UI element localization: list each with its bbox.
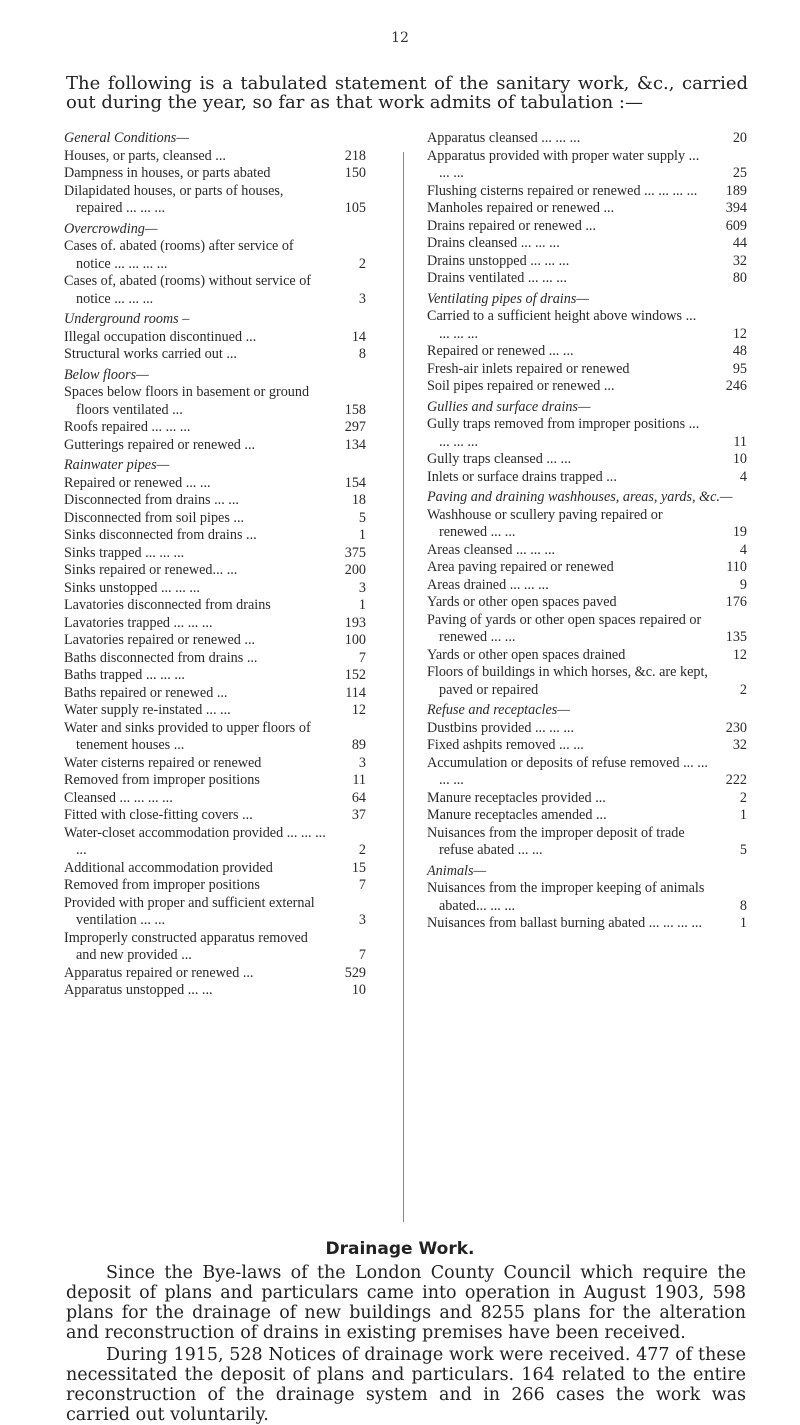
row-label: Lavatories repaired or renewed ... [64,632,256,648]
table-row [64,492,366,510]
row-value: 15 [351,859,366,876]
row-value: 12 [732,325,747,342]
table-row [427,577,747,595]
row-label: Sinks repaired or renewed... ... [64,562,238,578]
table-row [427,451,747,469]
left-column [64,130,366,1000]
table-row [64,772,366,790]
row-value: 7 [358,947,366,963]
row-value: 3 [358,290,366,307]
row-value: 25 [732,165,747,181]
drainage-paragraph: During 1915, 528 Notices of drainage work were received. 477 of these necessitated the deposit of plans and particulars. 164 related to the entire reconstruction of the drainage system and in 266 cases the work was carried out voluntarily. [66,1345,746,1425]
drainage-paragraph: Since the Bye-laws of the London County Council which require the deposit of plans and particulars came into operation in August 1903, 598 plans for the drainage of new buildings and 8255 plans for the alteration and reconstruction of drains in existing premises have been received. [66,1263,746,1343]
section-heading: Below floors— [64,366,149,383]
table-row [64,437,366,455]
row-label: Repaired or renewed ... ... [427,343,574,359]
table-row [64,597,366,615]
row-label: Houses, or parts, cleansed ... [64,147,226,164]
row-label: Lavatories trapped ... ... ... [64,614,213,631]
table-row [64,510,366,528]
row-label: Roofs repaired ... ... ... [64,419,191,435]
table-row [64,702,366,720]
row-label: Removed from improper positions [64,877,260,893]
row-value: 105 [344,200,366,216]
table-row [427,664,747,699]
row-value: 7 [358,877,366,893]
right-column [427,130,747,933]
row-label: Apparatus repaired or renewed ... [64,964,254,981]
table-row [64,877,366,895]
row-label: Water supply re-instated ... ... [64,702,231,718]
table-row [427,807,747,825]
table-row [427,253,747,271]
row-label: Sinks trapped ... ... ... [64,544,185,561]
row-label: Paving of yards or other open spaces repaired or renewed ... ... [427,611,702,645]
row-value: 193 [344,614,366,631]
table-row [64,329,366,347]
table-row [64,165,366,183]
row-label: Drains repaired or renewed ... [427,217,596,234]
table-row [64,580,366,598]
row-value: 4 [739,541,747,558]
row-label: Cases of. abated (rooms) after service of notice ... ... ... ... [64,238,294,272]
row-value: 3 [358,912,366,928]
table-row [427,612,747,647]
table-row [64,685,366,703]
row-value: 2 [358,842,366,858]
row-value: 150 [344,165,366,181]
row-label: Nuisances from ballast burning abated ... ... ... ... [427,915,703,931]
table-row [64,475,366,493]
row-label: Manure receptacles provided ... [427,789,606,806]
row-value: 2 [739,681,747,698]
row-value: 11 [733,433,747,450]
row-label: Gutterings repaired or renewed ... [64,436,256,453]
row-value: 4 [739,468,747,485]
row-value: 5 [739,842,747,858]
row-value: 18 [351,492,366,508]
row-value: 246 [725,378,747,394]
row-value: 10 [732,451,747,467]
row-value: 2 [358,255,366,272]
row-label: Yards or other open spaces paved [427,594,617,610]
row-value: 152 [344,667,366,683]
row-value: 3 [358,754,366,771]
table-row [427,594,747,612]
row-value: 2 [739,789,747,806]
table-row [427,720,747,738]
row-value: 110 [726,559,747,575]
row-value: 12 [732,646,747,663]
row-value: 8 [739,897,747,914]
table-row [64,148,366,166]
row-label: Sinks disconnected from drains ... [64,527,257,543]
row-label: Inlets or surface drains trapped ... [427,468,617,485]
table-row [427,148,747,183]
row-value: 80 [732,270,747,286]
row-value: 7 [358,649,366,666]
section-heading: Underground rooms – [64,311,190,327]
row-label: Spaces below floors in basement or ground floors ventilated ... [64,384,310,418]
section-heading: Gullies and surface drains— [427,398,591,415]
row-label: Washhouse or scullery paving repaired or renewed ... ... [427,506,663,540]
row-label: Yards or other open spaces drained [427,646,626,663]
row-label: Water and sinks provided to upper floors of tenement houses ... [64,719,311,753]
row-label: Carried to a sufficient height above windows ... ... ... ... [427,308,697,342]
row-value: 609 [725,217,747,234]
row-label: Baths repaired or renewed ... [64,684,228,701]
row-value: 200 [344,562,366,578]
row-label: Lavatories disconnected from drains [64,597,271,613]
table-row [64,930,366,965]
row-label: Improperly constructed apparatus removed and new provided ... [64,929,308,963]
table-row [64,238,366,273]
row-label: Dustbins provided ... ... ... [427,719,574,736]
table-row [64,545,366,563]
table-row [64,860,366,878]
table-row [64,825,366,860]
table-row [64,667,366,685]
table-row [427,469,747,487]
row-value: 8 [358,346,366,362]
row-label: Soil pipes repaired or renewed ... [427,378,615,394]
row-value: 95 [732,360,747,377]
row-value: 100 [344,632,366,648]
row-value: 1 [358,527,366,543]
table-row [427,308,747,343]
row-label: Illegal occupation discontinued ... [64,328,257,345]
row-value: 44 [732,235,747,251]
row-label: Area paving repaired or renewed [427,559,614,575]
table-row [64,755,366,773]
row-label: Drains unstopped ... ... ... [427,252,570,269]
table-row [427,880,747,915]
table-row [64,982,366,1000]
row-value: 64 [351,789,366,806]
row-label: Apparatus provided with proper water supply ... ... ... [427,147,700,181]
row-value: 32 [732,737,747,753]
intro-paragraph: The following is a tabulated statement of the sanitary work, &c., carried out during the year, so far as that work admits of tabulation :— [66,73,748,113]
row-value: 134 [344,436,366,453]
table-row [64,183,366,218]
section-heading: Animals— [427,862,487,879]
row-label: Sinks unstopped ... ... ... [64,579,200,596]
section-heading: Overcrowding— [64,220,158,237]
table-row [427,361,747,379]
table-row [427,790,747,808]
column-divider [403,152,404,1222]
row-label: Baths trapped ... ... ... [64,667,185,683]
row-value: 529 [344,964,366,981]
row-value: 222 [725,772,747,788]
table-row [427,218,747,236]
table-row [427,416,747,451]
row-label: Manholes repaired or renewed ... [427,200,615,216]
row-label: Drains ventilated ... ... ... [427,270,567,286]
row-value: 154 [344,474,366,491]
table-row [427,825,747,860]
row-label: Gully traps removed from improper positions ... ... ... ... [427,416,700,450]
row-label: Apparatus unstopped ... ... [64,982,213,998]
row-value: 11 [352,772,366,788]
table-row [427,270,747,288]
row-label: Provided with proper and sufficient external ventilation ... ... [64,894,315,928]
row-value: 10 [351,982,366,998]
row-label: Baths disconnected from drains ... [64,649,258,666]
row-value: 19 [732,524,747,540]
row-label: Cleansed ... ... ... ... [64,789,173,806]
row-label: Manure receptacles amended ... [427,807,607,823]
row-value: 158 [344,401,366,418]
row-label: Water cisterns repaired or renewed [64,754,262,771]
row-value: 32 [732,252,747,269]
table-row [427,200,747,218]
row-label: Apparatus cleansed ... ... ... [427,130,581,146]
table-row [427,343,747,361]
row-label: Fixed ashpits removed ... ... [427,737,584,753]
row-value: 5 [358,509,366,526]
row-value: 1 [739,807,747,823]
table-row [427,647,747,665]
table-row [427,915,747,933]
section-heading: Ventilating pipes of drains— [427,290,589,307]
section-heading: Paving and draining washhouses, areas, yards, &c.— [427,489,733,505]
row-label: Floors of buildings in which horses, &c. are kept, paved or repaired [427,664,708,698]
row-value: 394 [725,200,747,216]
table-row [64,965,366,983]
row-value: 114 [345,684,366,701]
table-row [64,895,366,930]
row-label: Fitted with close-fitting covers ... [64,807,253,823]
row-value: 3 [358,579,366,596]
row-label: Repaired or renewed ... ... [64,474,211,491]
row-value: 218 [344,147,366,164]
row-label: Gully traps cleansed ... ... [427,451,572,467]
table-row [64,419,366,437]
row-label: Nuisances from the improper deposit of trade refuse abated ... ... [427,824,685,858]
row-value: 20 [732,130,747,146]
table-row [427,559,747,577]
page-number: 12 [391,30,409,46]
section-heading: General Conditions— [64,130,189,146]
row-label: Disconnected from soil pipes ... [64,509,245,526]
row-label: Drains cleansed ... ... ... [427,235,560,251]
table-row [427,378,747,396]
table-row [427,507,747,542]
table-row [64,807,366,825]
row-label: Water-closet accommodation provided ... ... ... ... [64,824,326,858]
table-row [64,615,366,633]
table-row [427,235,747,253]
row-value: 297 [344,419,366,435]
row-value: 14 [351,328,366,345]
row-label: Dilapidated houses, or parts of houses, repaired ... ... ... [64,182,284,216]
row-value: 9 [739,576,747,593]
row-value: 135 [725,629,747,645]
table-row [64,562,366,580]
table-row [64,273,366,308]
row-value: 176 [725,594,747,610]
table-row [64,720,366,755]
row-value: 230 [725,719,747,736]
section-heading-drainage: Drainage Work. [325,1239,475,1259]
table-row [427,542,747,560]
section-heading: Refuse and receptacles— [427,702,570,718]
table-row [427,130,747,148]
row-value: 12 [351,702,366,718]
row-label: Nuisances from the improper keeping of animals abated... ... ... [427,880,705,914]
table-row [64,384,366,419]
row-label: Dampness in houses, or parts abated [64,165,271,181]
table-row [64,632,366,650]
row-value: 375 [344,544,366,561]
row-value: 89 [351,737,366,753]
table-row [64,790,366,808]
table-row [64,650,366,668]
row-label: Fresh-air inlets repaired or renewed [427,360,630,377]
table-row [427,737,747,755]
row-label: Structural works carried out ... [64,346,237,362]
row-label: Removed from improper positions [64,772,260,788]
row-label: Cases of, abated (rooms) without service of notice ... ... ... [64,273,312,307]
row-value: 37 [351,807,366,823]
row-label: Additional accommodation provided [64,859,273,876]
row-value: 1 [358,597,366,613]
row-label: Accumulation or deposits of refuse removed ... ... ... ... [427,754,708,788]
row-value: 189 [725,182,747,199]
table-row [64,527,366,545]
row-value: 1 [739,915,747,931]
table-row [64,346,366,364]
row-value: 48 [732,343,747,359]
row-label: Areas drained ... ... ... [427,576,549,593]
row-label: Disconnected from drains ... ... [64,492,239,508]
table-row [427,183,747,201]
section-heading: Rainwater pipes— [64,457,170,473]
row-label: Areas cleansed ... ... ... [427,541,556,558]
table-row [427,755,747,790]
row-label: Flushing cisterns repaired or renewed ... ... ... ... [427,182,698,199]
